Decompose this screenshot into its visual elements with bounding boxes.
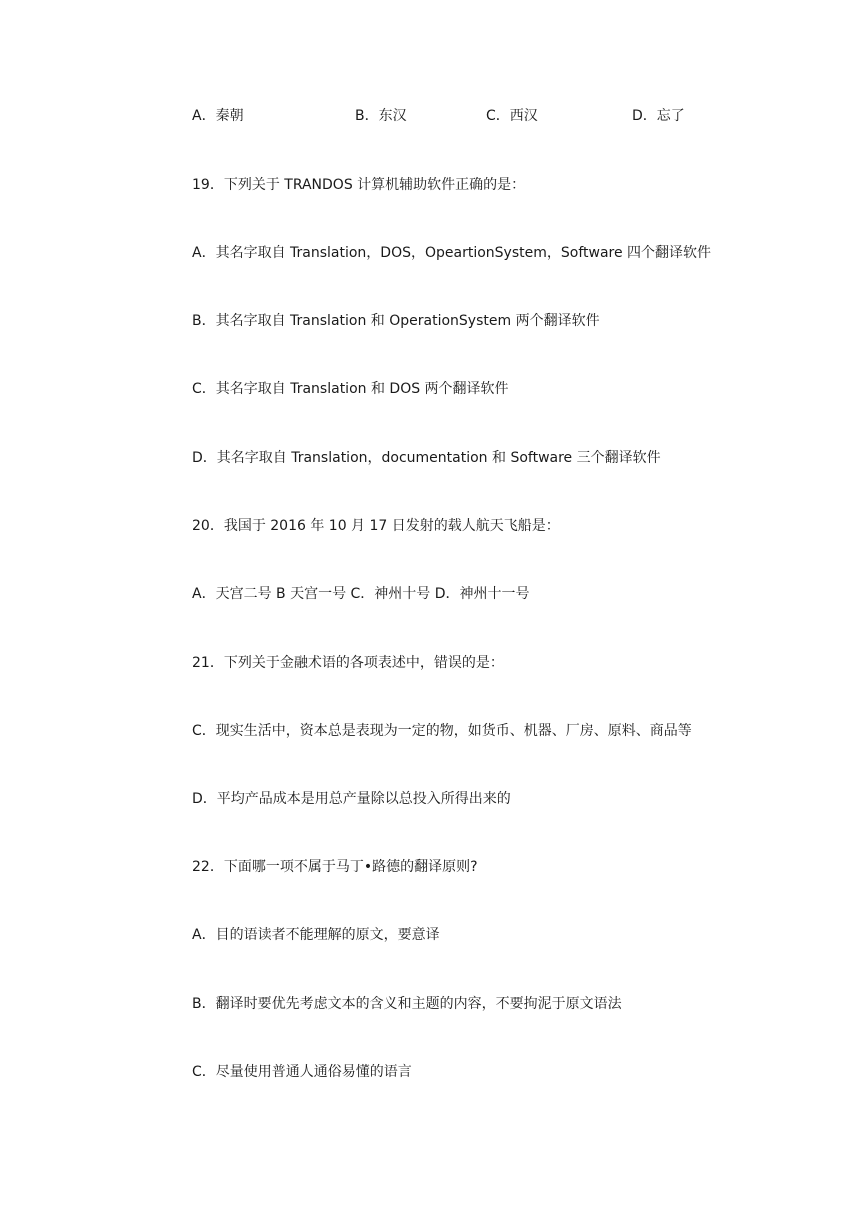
q18-option-b: B．东汉 bbox=[355, 108, 407, 124]
q22-option-c: C．尽量使用普通人通俗易懂的语言 bbox=[192, 1064, 412, 1080]
q18-option-d: D．忘了 bbox=[632, 108, 685, 124]
q22-option-b: B．翻译时要优先考虑文本的含义和主题的内容，不要拘泥于原文语法 bbox=[192, 996, 622, 1012]
q22-option-a: A．目的语读者不能理解的原文，要意译 bbox=[192, 927, 440, 943]
q21-option-c: C．现实生活中，资本总是表现为一定的物，如货币、机器、厂房、原料、商品等 bbox=[192, 723, 692, 739]
q19-option-b: B．其名字取自 Translation 和 OperationSystem 两个翻译软件 bbox=[192, 313, 600, 329]
question-22: 22．下面哪一项不属于马丁•路德的翻译原则? bbox=[192, 859, 478, 875]
question-21: 21．下列关于金融术语的各项表述中，错误的是： bbox=[192, 655, 504, 671]
q18-option-c: C．西汉 bbox=[486, 108, 538, 124]
q19-option-a: A．其名字取自 Translation，DOS，OpeartionSystem，Software 四个翻译软件 bbox=[192, 245, 712, 261]
q19-option-c: C．其名字取自 Translation 和 DOS 两个翻译软件 bbox=[192, 381, 509, 397]
q20-options: A．天宫二号 B 天宫一号 C．神州十号 D．神州十一号 bbox=[192, 586, 530, 602]
q19-option-d: D．其名字取自 Translation，documentation 和 Software 三个翻译软件 bbox=[192, 450, 661, 466]
question-20: 20．我国于 2016 年 10 月 17 日发射的载人航天飞船是： bbox=[192, 518, 560, 534]
q21-option-d: D．平均产品成本是用总产量除以总投入所得出来的 bbox=[192, 791, 511, 807]
q18-option-a: A．秦朝 bbox=[192, 108, 244, 124]
question-19: 19．下列关于 TRANDOS 计算机辅助软件正确的是： bbox=[192, 177, 526, 193]
